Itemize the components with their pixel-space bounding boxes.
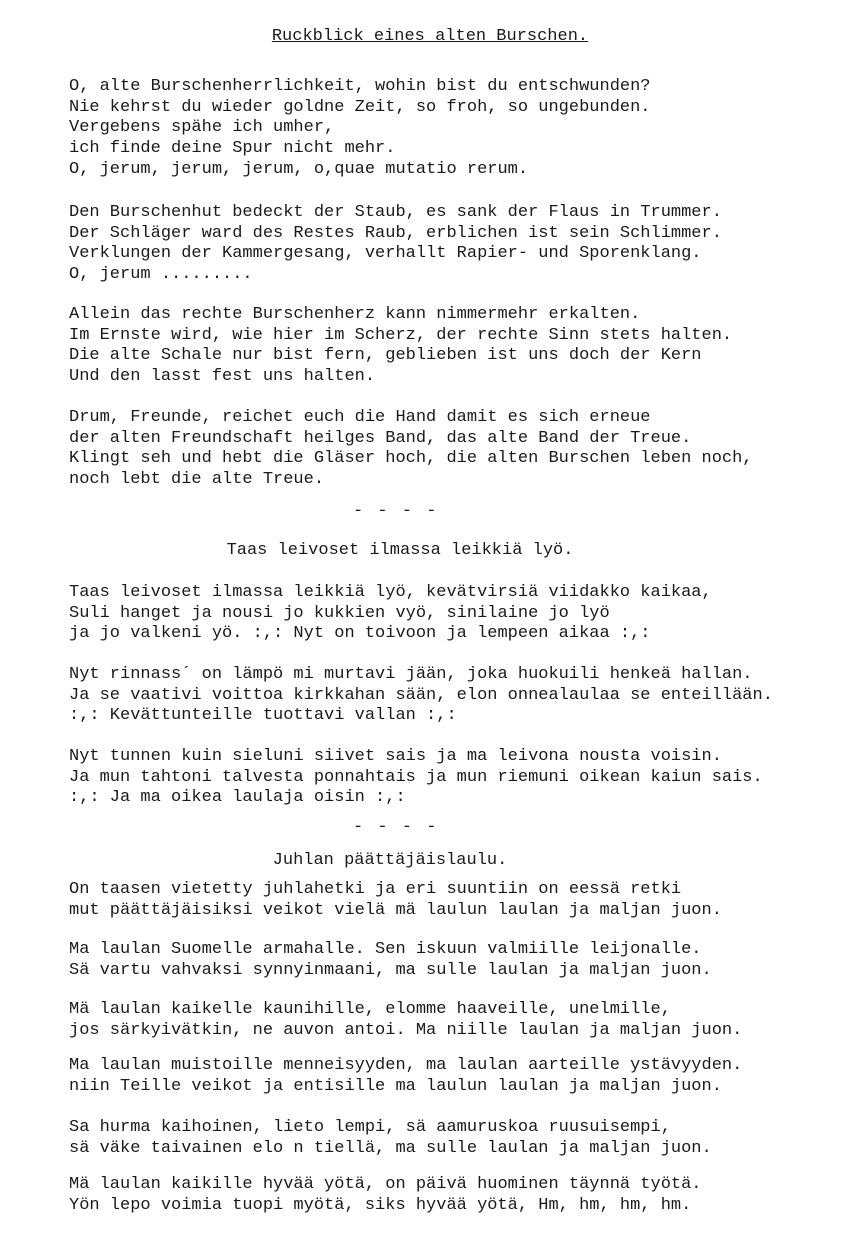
poem-line: Allein das rechte Burschenherz kann nimmermehr erkalten. (69, 305, 641, 324)
poem-1-stanza-1 (69, 77, 651, 180)
poem-line: Ma laulan Suomelle armahalle. Sen iskuun valmiille leijonalle. (69, 940, 702, 959)
poem-line: O, jerum ......... (69, 265, 253, 285)
poem-line: Nyt rinnass´ on lämpö mi murtavi jään, joka huokuili henkeä hallan. (69, 665, 753, 684)
poem-line: Und den lasst fest uns halten. (69, 367, 376, 387)
poem-1-stanza-3 (69, 305, 732, 388)
poem-3-stanza-4 (69, 1056, 742, 1097)
poem-line: der alten Freundschaft heilges Band, das alte Band der Treue. (69, 428, 692, 448)
poem-line: Im Ernste wird, wie hier im Scherz, der rechte Sinn stets halten. (69, 325, 733, 345)
poem-2-stanza-3 (69, 747, 763, 809)
poem-line: Nie kehrst du wieder goldne Zeit, so froh, so ungebunden. (69, 97, 651, 117)
section-separator: - - - - (353, 502, 439, 521)
poem-line: Ma laulan muistoille menneisyyden, ma laulan aarteille ystävyyden. (69, 1056, 743, 1075)
poem-line: Drum, Freunde, reichet euch die Hand damit es sich erneue (69, 408, 651, 427)
poem-line: Taas leivoset ilmassa leikkiä lyö, kevätvirsiä viidakko kaikaa, (69, 583, 712, 602)
poem-line: Ja se vaativi voittoa kirkkahan sään, elon onnealaulaa se enteillään. (69, 685, 773, 705)
poem-line: ich finde deine Spur nicht mehr. (69, 139, 396, 159)
poem-line: niin Teille veikot ja entisille ma laulun laulan ja maljan juon. (69, 1076, 722, 1096)
poem-line: Vergebens spähe ich umher, (69, 118, 335, 138)
poem-line: sä väke taivainen elo n tiellä, ma sulle laulan ja maljan juon. (69, 1138, 712, 1158)
poem-line: ja jo valkeni yö. :,: Nyt on toivoon ja lempeen aikaa :,: (69, 624, 651, 644)
poem-line: Die alte Schale nur bist fern, geblieben ist uns doch der Kern (69, 346, 702, 366)
poem-3-stanza-2 (69, 940, 712, 981)
poem-line: Der Schläger ward des Restes Raub, erblichen ist sein Schlimmer. (69, 223, 722, 243)
poem-line: Ja mun tahtoni talvesta ponnahtais ja mun riemuni oikean kaiun sais. (69, 767, 763, 787)
poem-line: :,: Ja ma oikea laulaja oisin :,: (69, 788, 406, 808)
poem-line: noch lebt die alte Treue. (69, 470, 325, 490)
poem-2-stanza-2 (69, 665, 773, 727)
poem-line: Klingt seh und hebt die Gläser hoch, die alten Burschen leben noch, (69, 449, 753, 469)
poem-3-stanza-3 (69, 1000, 742, 1041)
poem-line: Suli hanget ja nousi jo kukkien vyö, sinilaine jo lyö (69, 603, 610, 623)
poem-line: Yön lepo voimia tuopi myötä, siks hyvää yötä, Hm, hm, hm, hm. (69, 1195, 692, 1215)
poem-line: Nyt tunnen kuin sieluni siivet sais ja ma leivona nousta voisin. (69, 747, 722, 766)
poem-line: Den Burschenhut bedeckt der Staub, es sank der Flaus in Trummer. (69, 203, 722, 222)
poem-line: Mä laulan kaikille hyvää yötä, on päivä huominen täynnä työtä. (69, 1175, 702, 1194)
poem-1-stanza-4 (69, 408, 753, 491)
poem-line: :,: Kevättunteille tuottavi vallan :,: (69, 706, 457, 726)
poem-3-stanza-1 (69, 880, 722, 921)
poem-1-stanza-2 (69, 203, 722, 286)
poem-3-stanza-5 (69, 1118, 712, 1159)
poem-line: O, alte Burschenherrlichkeit, wohin bist du entschwunden? (69, 77, 651, 96)
poem-line: O, jerum, jerum, jerum, o,quae mutatio rerum. (69, 159, 529, 179)
poem-line: Sä vartu vahvaksi synnyinmaani, ma sulle laulan ja maljan juon. (69, 960, 712, 980)
poem-3-title: Juhlan päättäjäislaulu. (272, 851, 508, 870)
poem-3-stanza-6 (69, 1175, 702, 1216)
poem-line: On taasen vietetty juhlahetki ja eri suuntiin on eessä retki (69, 880, 682, 899)
section-separator: - - - - (353, 818, 439, 837)
poem-line: mut päättäjäisiksi veikot vielä mä laulun laulan ja maljan juon. (69, 900, 722, 920)
poem-line: Sa hurma kaihoinen, lieto lempi, sä aamuruskoa ruusuisempi, (69, 1118, 671, 1137)
poem-2-title: Taas leivoset ilmassa leikkiä lyö. (226, 541, 574, 560)
poem-line: Verklungen der Kammergesang, verhallt Rapier- und Sporenklang. (69, 244, 702, 264)
poem-line: Mä laulan kaikelle kaunihille, elomme haaveille, unelmille, (69, 1000, 671, 1019)
poem-line: jos särkyivätkin, ne auvon antoi. Ma niille laulan ja maljan juon. (69, 1020, 743, 1040)
poem-2-stanza-1 (69, 583, 712, 645)
poem-1-title: Ruckblick eines alten Burschen. (271, 27, 589, 46)
